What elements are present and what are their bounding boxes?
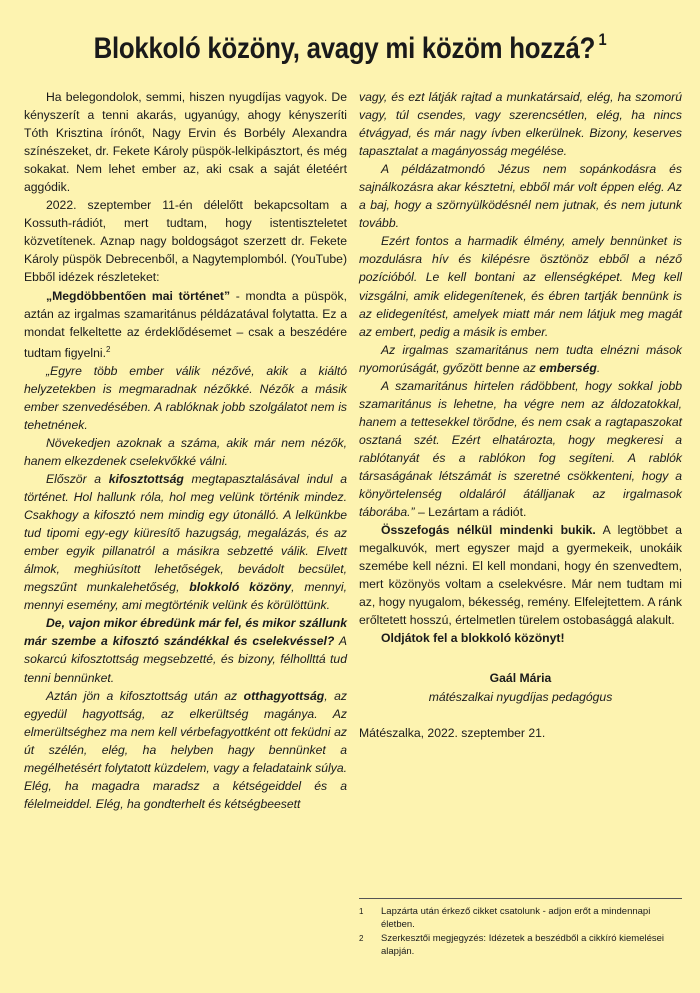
text: A legtöbbet a megalkuvók, mert egyszer majd a gyermekeik, unokáik szemébe kell nézni. El kell mondani, hogy én szenvedtem, mert közönyös voltam a cselekvésre. Már nem tudtam mi az, hogy nyugalom, békesség, remény. Elfelejtettem. A ránk erőltetett hosszú, értelmetlen türelem ostobasággá alakult. xyxy=(359,523,682,628)
footnote-text: Lapzárta után érkező cikket csatolunk - adjon erőt a mindennapi életben. xyxy=(381,906,651,930)
text: , mennyi, mennyi esemény, ami megtörténik velünk és körülöttünk. xyxy=(24,580,347,613)
emphasis: emberség xyxy=(539,360,597,375)
emphasis: kifosztottság xyxy=(108,471,184,486)
text: - mondta a püspök, aztán az irgalmas szamaritánus példázatával folytatta. Ez a mondat felkeltette az érdeklődésemet – csak a beszédére tudtam figyelni. xyxy=(24,288,347,360)
footnote-text: Szerkesztői megjegyzés: Idézetek a beszédből a cikkíró kiemelései alapján. xyxy=(381,933,665,957)
paragraph: A példázatmondó Jézus nem sopánkodásra és sajnálkozásra akar késztetni, ebből már volt éppen elég. Az a baj, hogy a szörnyülködésnél nem jutnak, és nem jutunk tovább. xyxy=(359,162,682,231)
quote-text: A szamaritánus hirtelen rádöbbent, hogy sokkal jobb szamaritánus is lehetne, ha végre nem az áldozatokkal, hanem a tettesekkel törődne, és nem csak a ragtapaszokat osztaná szét. Ezért elhatározta, hogy megkeresi a rablótanyát és a rablókon fog segíteni. A rablók társaságának létszámát is szeretné csökkenteni, hogy a könyörtelenség oldaláról átálljanak az irgalmasok táborába.” xyxy=(359,378,682,520)
paragraph: Növekedjen azoknak a száma, akik már nem nézők, hanem elkezdenek cselekvőkké válni. xyxy=(24,435,347,468)
paragraph: Ha belegondolok, semmi, hiszen nyugdíjas vagyok. De kényszerít a tenni akarás, ugyanúgy, ahogy kényszeríti Tóth Krisztina írónőt, Nagy Ervin és Borbély Alexandra színészeket, dr. Fekete Károly püspök-lelkipásztort, és még sokakat. Nem lehet ember az, aki csak a saját életéért aggódik. xyxy=(24,90,347,195)
footnotes xyxy=(359,898,682,959)
right-column xyxy=(359,88,682,742)
author-role: mátészalkai nyugdíjas pedagógus xyxy=(428,689,613,704)
closing-line xyxy=(359,629,682,647)
paragraph xyxy=(359,521,682,629)
title-text: Blokkoló közöny, avagy mi közöm hozzá? xyxy=(93,32,596,65)
paragraph xyxy=(24,687,347,813)
text: , az egyedül hagyottság, az elkerültség magánya. Az elmerültséghez ma nem kell vérbefagyottként ott feküdni az út szélén, elég, ha helyben hagy bennünket a megélhetésért folytatott küzdelem, vagy a feladataink súlya. Elég, ha magadra maradsz a kétségeiddel és a félelmeiddel. Elég, ha gondterhelt és kétségbeesett xyxy=(24,688,347,811)
paragraph: 2022. szeptember 11-én délelőtt bekapcsoltam a Kossuth-rádiót, mert tudtam, hogy istentiszteletet közvetítenek. Aznap nagy boldogságot szerzett dr. Fekete Károly püspök Debrecenből, a Nagytemplomból. (YouTube) Ebből idézek részleteket: xyxy=(24,198,347,285)
footnote-marker: 2 xyxy=(105,344,111,354)
text: . xyxy=(596,360,601,375)
emphasis: blokkoló közöny xyxy=(189,580,292,595)
footnote-number: 2 xyxy=(359,934,364,943)
emphasis: De, vajon mikor ébredünk már fel, és mikor szállunk már szembe a kifosztó szándékkal és cselekvéssel? xyxy=(24,616,347,649)
closing-bold: Oldjátok fel a blokkoló közönyt! xyxy=(381,631,565,646)
quote-bold: „Megdöbbentően mai történet” xyxy=(46,288,231,303)
article-title xyxy=(49,30,651,66)
paragraph xyxy=(24,614,347,686)
paragraph: vagy, és ezt látják rajtad a munkatársaid, elég, ha szomorú vagy, túl csendes, vagy szerencsétlen, elég, ha nincs étvágyad, és már nagy ívben elkerülnek. Bizony, keserves tapasztalat a magányosság megélése. xyxy=(359,90,682,159)
text: Az irgalmas szamaritánus nem tudta elnézni mások nyomorúságát, győzött benne az xyxy=(359,342,682,375)
author-name-text: Gaál Mária xyxy=(489,671,552,686)
footnote-number: 1 xyxy=(359,907,364,916)
footnote xyxy=(359,905,682,931)
author-name xyxy=(359,669,682,687)
text: megtapasztalásával indul a történet. Hol hallunk róla, hol meg velünk történik mindez. Csakhogy a kifosztó nem mindig egy útonálló. A lelkünkbe tud tipomi egy-egy kiüresítő hazugság, megalázás, és az ember egyik pillanatról a másikra sebzetté válik. Elvett álmok, meghiúsított lehetőségek, bevádolt becsület, megszűnt munkalehetőség, xyxy=(24,471,347,595)
emphasis: Összefogás nélkül mindenki bukik. xyxy=(381,523,596,538)
paragraph: „Egyre több ember válik nézővé, akik a kiáltó helyzetekben is megmaradnak nézőkké. Nézők a másik ember szenvedésében. A rablóknak jobb szolgálatot nem is tehetnének. xyxy=(24,363,347,432)
text: A sokarcú kifosztottság megsebzetté, és bizony, félhollttá tud tenni bennünket. xyxy=(24,634,348,685)
paragraph xyxy=(24,470,347,614)
place-date: Mátészalka, 2022. szeptember 21. xyxy=(359,725,546,740)
paragraph xyxy=(359,377,682,521)
text: – Lezártam a rádiót. xyxy=(414,505,527,520)
left-column xyxy=(24,88,347,813)
paragraph xyxy=(359,341,682,377)
text: Először a xyxy=(46,471,109,486)
footnote xyxy=(359,932,682,958)
paragraph xyxy=(24,287,347,362)
paragraph: Ezért fontos a harmadik élmény, amely bennünket is mozdulásra hív és kilépésre ösztönöz ebből a néző pozícióból. Le kell bontani az ellenségképet. Meg kell vizsgálni, amik elidegenítenek, és ébren tartják bennünk is az elidegenítést, amelyek miatt már nem látjuk meg magát az embert, pedig a másik is ember. xyxy=(359,234,682,339)
title-footnote-marker: 1 xyxy=(598,30,607,49)
text: Aztán jön a kifosztottság után az xyxy=(46,688,244,703)
emphasis: otthagyottság xyxy=(243,688,325,703)
